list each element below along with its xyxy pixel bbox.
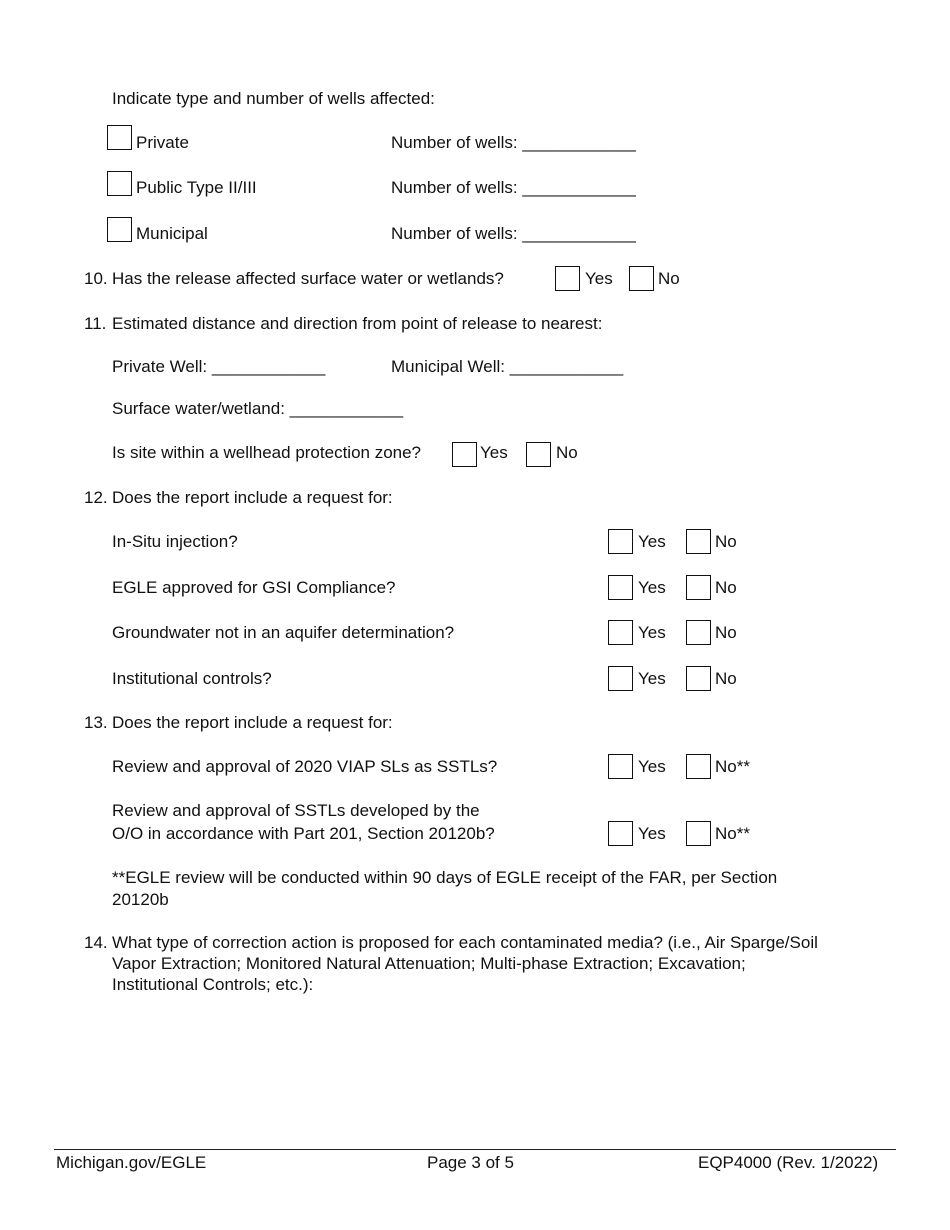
municipal-checkbox[interactable] xyxy=(107,217,132,242)
q13-sstl-label-line1: Review and approval of SSTLs developed by the xyxy=(112,801,480,820)
private-wells-count-field[interactable]: Number of wells: ____________ xyxy=(391,133,636,152)
q12-yes-label: Yes xyxy=(638,669,666,688)
q12-aquifer-no-checkbox[interactable] xyxy=(686,620,711,645)
q14-line3: Institutional Controls; etc.): xyxy=(112,975,314,994)
q11-number: 11. xyxy=(84,314,107,333)
q12-item-label: Institutional controls? xyxy=(112,669,272,688)
municipal-well-distance-field[interactable]: Municipal Well: ____________ xyxy=(391,357,624,376)
q12-item-label: EGLE approved for GSI Compliance? xyxy=(112,578,396,597)
q10-no-label: No xyxy=(658,269,680,288)
q13-viap-no-checkbox[interactable] xyxy=(686,754,711,779)
footer-divider xyxy=(54,1149,896,1150)
q13-sstl-no-label: No** xyxy=(715,824,750,843)
q10-no-checkbox[interactable] xyxy=(629,266,654,291)
wellhead-no-label: No xyxy=(556,443,578,462)
q12-aquifer-yes-checkbox[interactable] xyxy=(608,620,633,645)
public-type-label: Public Type II/III xyxy=(136,178,257,197)
private-checkbox[interactable] xyxy=(107,125,132,150)
surface-water-distance-field[interactable]: Surface water/wetland: ____________ xyxy=(112,399,404,418)
q14-line1: What type of correction action is proposed for each contaminated media? (i.e., Air Sparge/Soil xyxy=(112,933,818,952)
q12-gsi-yes-checkbox[interactable] xyxy=(608,575,633,600)
q12-item-label: In-Situ injection? xyxy=(112,532,238,551)
wellhead-yes-checkbox[interactable] xyxy=(452,442,477,467)
q11-text: Estimated distance and direction from point of release to nearest: xyxy=(112,314,603,333)
q12-number: 12. xyxy=(84,488,108,507)
q12-no-label: No xyxy=(715,623,737,642)
q10-text: Has the release affected surface water or wetlands? xyxy=(112,269,504,288)
q14-number: 14. xyxy=(84,933,108,952)
q10-number: 10. xyxy=(84,269,108,288)
q13-sstl-no-checkbox[interactable] xyxy=(686,821,711,846)
footer-website-link[interactable]: Michigan.gov/EGLE xyxy=(56,1153,207,1172)
q12-no-label: No xyxy=(715,669,737,688)
q13-note-line1: **EGLE review will be conducted within 90 days of EGLE receipt of the FAR, per Section xyxy=(112,868,778,887)
footer-form-id: EQP4000 (Rev. 1/2022) xyxy=(698,1153,879,1172)
q12-no-label: No xyxy=(715,532,737,551)
q12-gsi-no-checkbox[interactable] xyxy=(686,575,711,600)
q12-insitu-yes-checkbox[interactable] xyxy=(608,529,633,554)
wellhead-yes-label: Yes xyxy=(480,443,508,462)
q13-viap-yes-label: Yes xyxy=(638,757,666,776)
q12-item-label: Groundwater not in an aquifer determination? xyxy=(112,623,455,642)
private-well-distance-field[interactable]: Private Well: ____________ xyxy=(112,357,326,376)
q12-yes-label: Yes xyxy=(638,532,666,551)
q12-institutional-no-checkbox[interactable] xyxy=(686,666,711,691)
municipal-wells-count-field[interactable]: Number of wells: ____________ xyxy=(391,224,636,243)
q12-yes-label: Yes xyxy=(638,623,666,642)
wellhead-no-checkbox[interactable] xyxy=(526,442,551,467)
public-wells-count-field[interactable]: Number of wells: ____________ xyxy=(391,178,636,197)
private-label: Private xyxy=(136,133,189,152)
q13-number: 13. xyxy=(84,713,108,732)
q13-viap-yes-checkbox[interactable] xyxy=(608,754,633,779)
q14-line2: Vapor Extraction; Monitored Natural Attenuation; Multi-phase Extraction; Excavation; xyxy=(112,954,746,973)
q12-no-label: No xyxy=(715,578,737,597)
q12-yes-label: Yes xyxy=(638,578,666,597)
q13-viap-label: Review and approval of 2020 VIAP SLs as SSTLs? xyxy=(112,757,498,776)
q12-institutional-yes-checkbox[interactable] xyxy=(608,666,633,691)
public-type-checkbox[interactable] xyxy=(107,171,132,196)
q13-viap-no-label: No** xyxy=(715,757,750,776)
q12-text: Does the report include a request for: xyxy=(112,488,393,507)
q10-yes-label: Yes xyxy=(585,269,613,288)
wells-prompt: Indicate type and number of wells affected: xyxy=(112,89,435,108)
footer-page-number: Page 3 of 5 xyxy=(427,1153,514,1172)
q13-sstl-label-line2: O/O in accordance with Part 201, Section 20120b? xyxy=(112,824,495,843)
municipal-label: Municipal xyxy=(136,224,208,243)
q13-sstl-yes-label: Yes xyxy=(638,824,666,843)
q12-insitu-no-checkbox[interactable] xyxy=(686,529,711,554)
q13-text: Does the report include a request for: xyxy=(112,713,393,732)
q10-yes-checkbox[interactable] xyxy=(555,266,580,291)
q13-note-line2: 20120b xyxy=(112,890,169,909)
q13-sstl-yes-checkbox[interactable] xyxy=(608,821,633,846)
wellhead-question: Is site within a wellhead protection zone? xyxy=(112,443,422,462)
